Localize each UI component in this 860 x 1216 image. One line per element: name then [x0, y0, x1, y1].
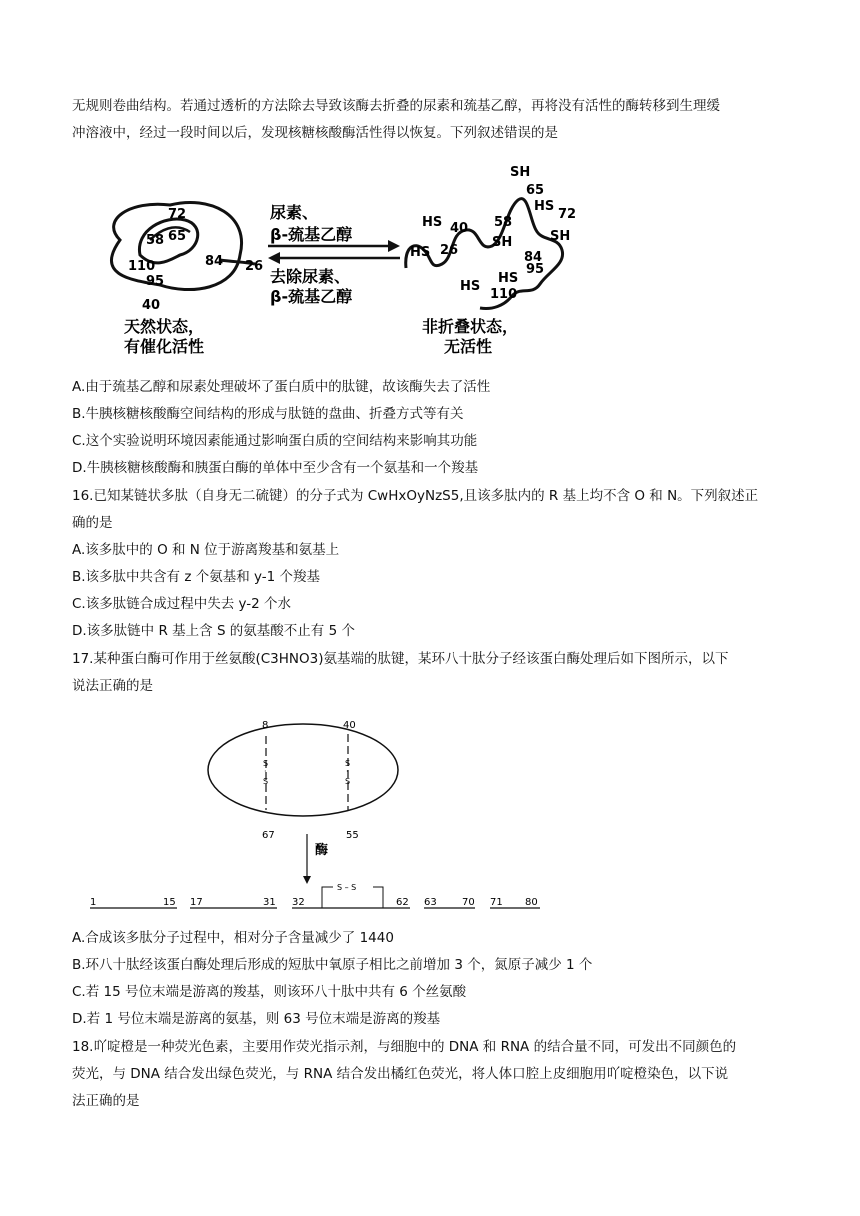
q17-option-b: B.环八十肽经该蛋白酶处理后形成的短肽中氧原子相比之前增加 3 个，氮原子减少 1 个 — [72, 957, 593, 973]
label-hs72: HS — [534, 199, 555, 214]
native-caption-2: 有催化活性 — [124, 337, 205, 356]
label-sh58: SH — [492, 235, 513, 250]
seg2-end: 31 — [263, 897, 276, 908]
unfolded-caption-2: 无活性 — [444, 337, 493, 356]
ss-right-s2: S — [345, 777, 351, 786]
q15-option-a: A.由于巯基乙醇和尿素处理破坏了蛋白质中的肽键，故该酶失去了活性 — [72, 379, 491, 395]
label-hs95: HS — [498, 271, 519, 286]
ss-left-s1: S — [263, 759, 269, 768]
seg5-end: 80 — [525, 897, 538, 908]
intro-line-1: 无规则卷曲结构。若通过透析的方法除去导致该酶去折叠的尿素和巯基乙醇，再将没有活性的酶转移到生理缓 — [72, 98, 720, 114]
q16-stem-2: 确的是 — [72, 515, 113, 531]
q17-option-c: C.若 15 号位末端是游离的羧基，则该环八十肽中共有 6 个丝氨酸 — [72, 984, 467, 1000]
forward-arrow-head — [388, 240, 400, 252]
arrow-bottom-label-1: 去除尿素、 — [270, 267, 351, 286]
cyclic-peptide-figure — [85, 712, 555, 912]
q16-stem-1: 16.已知某链状多肽（自身无二硫键）的分子式为 CwHxOyNzS5,且该多肽内的 R 基上均不含 O 和 N。下列叙述正 — [72, 488, 759, 504]
arrow-top-label-2: β-巯基乙醇 — [270, 225, 353, 244]
q15-option-d: D.牛胰核糖核酸酶和胰蛋白酶的单体中至少含有一个氨基和一个羧基 — [72, 460, 479, 476]
label-84: 84 — [524, 250, 543, 265]
unfolded-caption-1: 非折叠状态， — [422, 317, 519, 336]
native-label-40: 40 — [142, 298, 161, 313]
label-67: 67 — [262, 830, 275, 841]
seg2-start: 17 — [190, 897, 203, 908]
label-hs26: HS — [410, 245, 431, 260]
arrow-top-label-1: 尿素、 — [270, 203, 319, 222]
enzyme-label: 酶 — [315, 843, 329, 858]
seg1-end: 15 — [163, 897, 176, 908]
label-72: 72 — [558, 207, 577, 222]
label-40: 40 — [450, 221, 469, 236]
label-hs110: HS — [460, 279, 481, 294]
ss-right-s1: S — [345, 759, 351, 768]
q15-option-b: B.牛胰核糖核酸酶空间结构的形成与肽链的盘曲、折叠方式等有关 — [72, 406, 464, 422]
label-110: 110 — [490, 287, 518, 302]
q16-option-c: C.该多肽链合成过程中失去 y-2 个水 — [72, 596, 292, 612]
label-sh-top: SH — [510, 165, 531, 180]
q17-option-d: D.若 1 号位末端是游离的氨基，则 63 号位末端是游离的羧基 — [72, 1011, 441, 1027]
q15-option-c: C.这个实验说明环境因素能通过影响蛋白质的空间结构来影响其功能 — [72, 433, 478, 449]
q17-stem-1: 17.某种蛋白酶可作用于丝氨酸(C3HNO3)氨基端的肽键，某环八十肽分子经该蛋白酶处理后如下图所示，以下 — [72, 651, 729, 667]
seg4-end: 70 — [462, 897, 475, 908]
native-caption-1: 天然状态， — [124, 317, 205, 336]
native-label-95: 95 — [146, 274, 165, 289]
seg5-start: 71 — [490, 897, 503, 908]
q16-option-a: A.该多肽中的 O 和 N 位于游离羧基和氨基上 — [72, 542, 340, 558]
bridge-label: S – S — [337, 883, 357, 892]
label-40: 40 — [343, 720, 356, 731]
native-label-72: 72 — [168, 207, 187, 222]
label-58: 58 — [494, 215, 513, 230]
seg3-end: 62 — [396, 897, 409, 908]
seg1-start: 1 — [90, 897, 97, 908]
label-8: 8 — [262, 720, 269, 731]
ribonuclease-folding-figure — [80, 160, 600, 360]
native-label-110: 110 — [128, 259, 156, 274]
ss-left-dot: · — [264, 767, 267, 776]
label-95: 95 — [526, 262, 545, 277]
intro-line-2: 冲溶液中，经过一段时间以后，发现核糖核酸酶活性得以恢复。下列叙述错误的是 — [72, 125, 558, 141]
label-55: 55 — [346, 830, 359, 841]
native-label-65: 65 — [168, 229, 187, 244]
q17-option-a: A.合成该多肽分子过程中，相对分子含量减少了 1440 — [72, 930, 394, 946]
q18-stem-1: 18.吖啶橙是一种荧光色素，主要用作荧光指示剂，与细胞中的 DNA 和 RNA 的结合量不同，可发出不同颜色的 — [72, 1039, 737, 1055]
native-label-58: 58 — [146, 233, 165, 248]
label-sh84: SH — [550, 229, 571, 244]
native-label-26: 26 — [245, 259, 264, 274]
q16-option-b: B.该多肽中共含有 z 个氨基和 y-1 个羧基 — [72, 569, 321, 585]
label-hs40: HS — [422, 215, 443, 230]
q18-stem-2: 荧光，与 DNA 结合发出绿色荧光，与 RNA 结合发出橘红色荧光，将人体口腔上皮细胞用吖啶橙染色，以下说 — [72, 1066, 729, 1082]
label-26: 26 — [440, 243, 459, 258]
ss-left-s2: S — [263, 777, 269, 786]
reverse-arrow-head — [268, 252, 280, 264]
q17-stem-2: 说法正确的是 — [72, 678, 153, 694]
seg4-start: 63 — [424, 897, 437, 908]
cyclic-peptide-ring — [208, 724, 398, 816]
ss-right-dot: · — [346, 767, 349, 776]
native-label-84: 84 — [205, 254, 224, 269]
arrow-bottom-label-2: β-巯基乙醇 — [270, 287, 353, 306]
enzyme-arrow-head — [303, 876, 311, 884]
q18-stem-3: 法正确的是 — [72, 1093, 140, 1109]
q16-option-d: D.该多肽链中 R 基上含 S 的氨基酸不止有 5 个 — [72, 623, 355, 639]
label-65: 65 — [526, 183, 545, 198]
seg3-start: 32 — [292, 897, 305, 908]
